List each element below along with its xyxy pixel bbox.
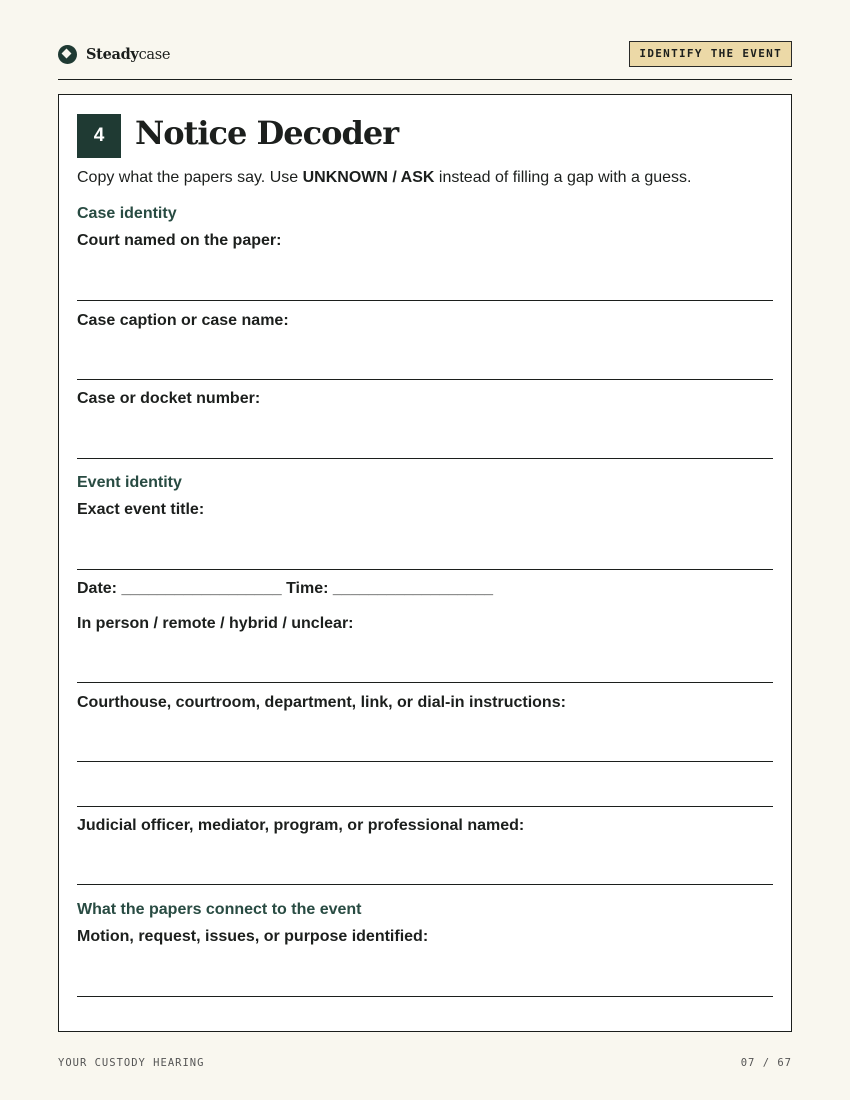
court-label: Court named on the paper: bbox=[77, 232, 282, 249]
motion-label: Motion, request, issues, or purpose identified: bbox=[77, 928, 429, 945]
worksheet-card bbox=[58, 94, 792, 1032]
section-tag: IDENTIFY THE EVENT bbox=[629, 41, 792, 67]
section-case-identity: Case identity bbox=[77, 205, 177, 222]
section-event-identity: Event identity bbox=[77, 474, 182, 491]
attendance-mode-label: In person / remote / hybrid / unclear: bbox=[77, 615, 354, 632]
date-time-field[interactable]: Date: __________________ Time: __________________ bbox=[77, 580, 494, 597]
steadycase-logo-icon bbox=[58, 45, 77, 64]
header-divider bbox=[58, 79, 792, 80]
location-answer-line-2[interactable] bbox=[77, 806, 773, 807]
attendance-mode-answer-line[interactable] bbox=[77, 682, 773, 683]
footer-guide-title: YOUR CUSTODY HEARING bbox=[58, 1057, 205, 1069]
docket-label: Case or docket number: bbox=[77, 390, 261, 407]
location-answer-line-1[interactable] bbox=[77, 761, 773, 762]
instructions: Copy what the papers say. Use UNKNOWN / ASK instead of filling a gap with a guess. bbox=[77, 169, 692, 186]
officer-answer-line[interactable] bbox=[77, 884, 773, 885]
section-connection: What the papers connect to the event bbox=[77, 901, 362, 918]
event-title-label: Exact event title: bbox=[77, 501, 205, 518]
brand-name: Steadycase bbox=[86, 45, 171, 63]
step-number-badge: 4 bbox=[77, 114, 121, 158]
motion-answer-line[interactable] bbox=[77, 996, 773, 997]
brand bbox=[58, 44, 170, 64]
caption-label: Case caption or case name: bbox=[77, 312, 289, 329]
event-title-answer-line[interactable] bbox=[77, 569, 773, 570]
officer-label: Judicial officer, mediator, program, or professional named: bbox=[77, 817, 525, 834]
worksheet-title: Notice Decoder bbox=[135, 114, 399, 152]
docket-answer-line[interactable] bbox=[77, 458, 773, 459]
page-header bbox=[58, 41, 792, 67]
page-number: 07 / 67 bbox=[740, 1057, 792, 1069]
court-answer-line[interactable] bbox=[77, 300, 773, 301]
location-label: Courthouse, courtroom, department, link, or dial-in instructions: bbox=[77, 694, 566, 711]
caption-answer-line[interactable] bbox=[77, 379, 773, 380]
